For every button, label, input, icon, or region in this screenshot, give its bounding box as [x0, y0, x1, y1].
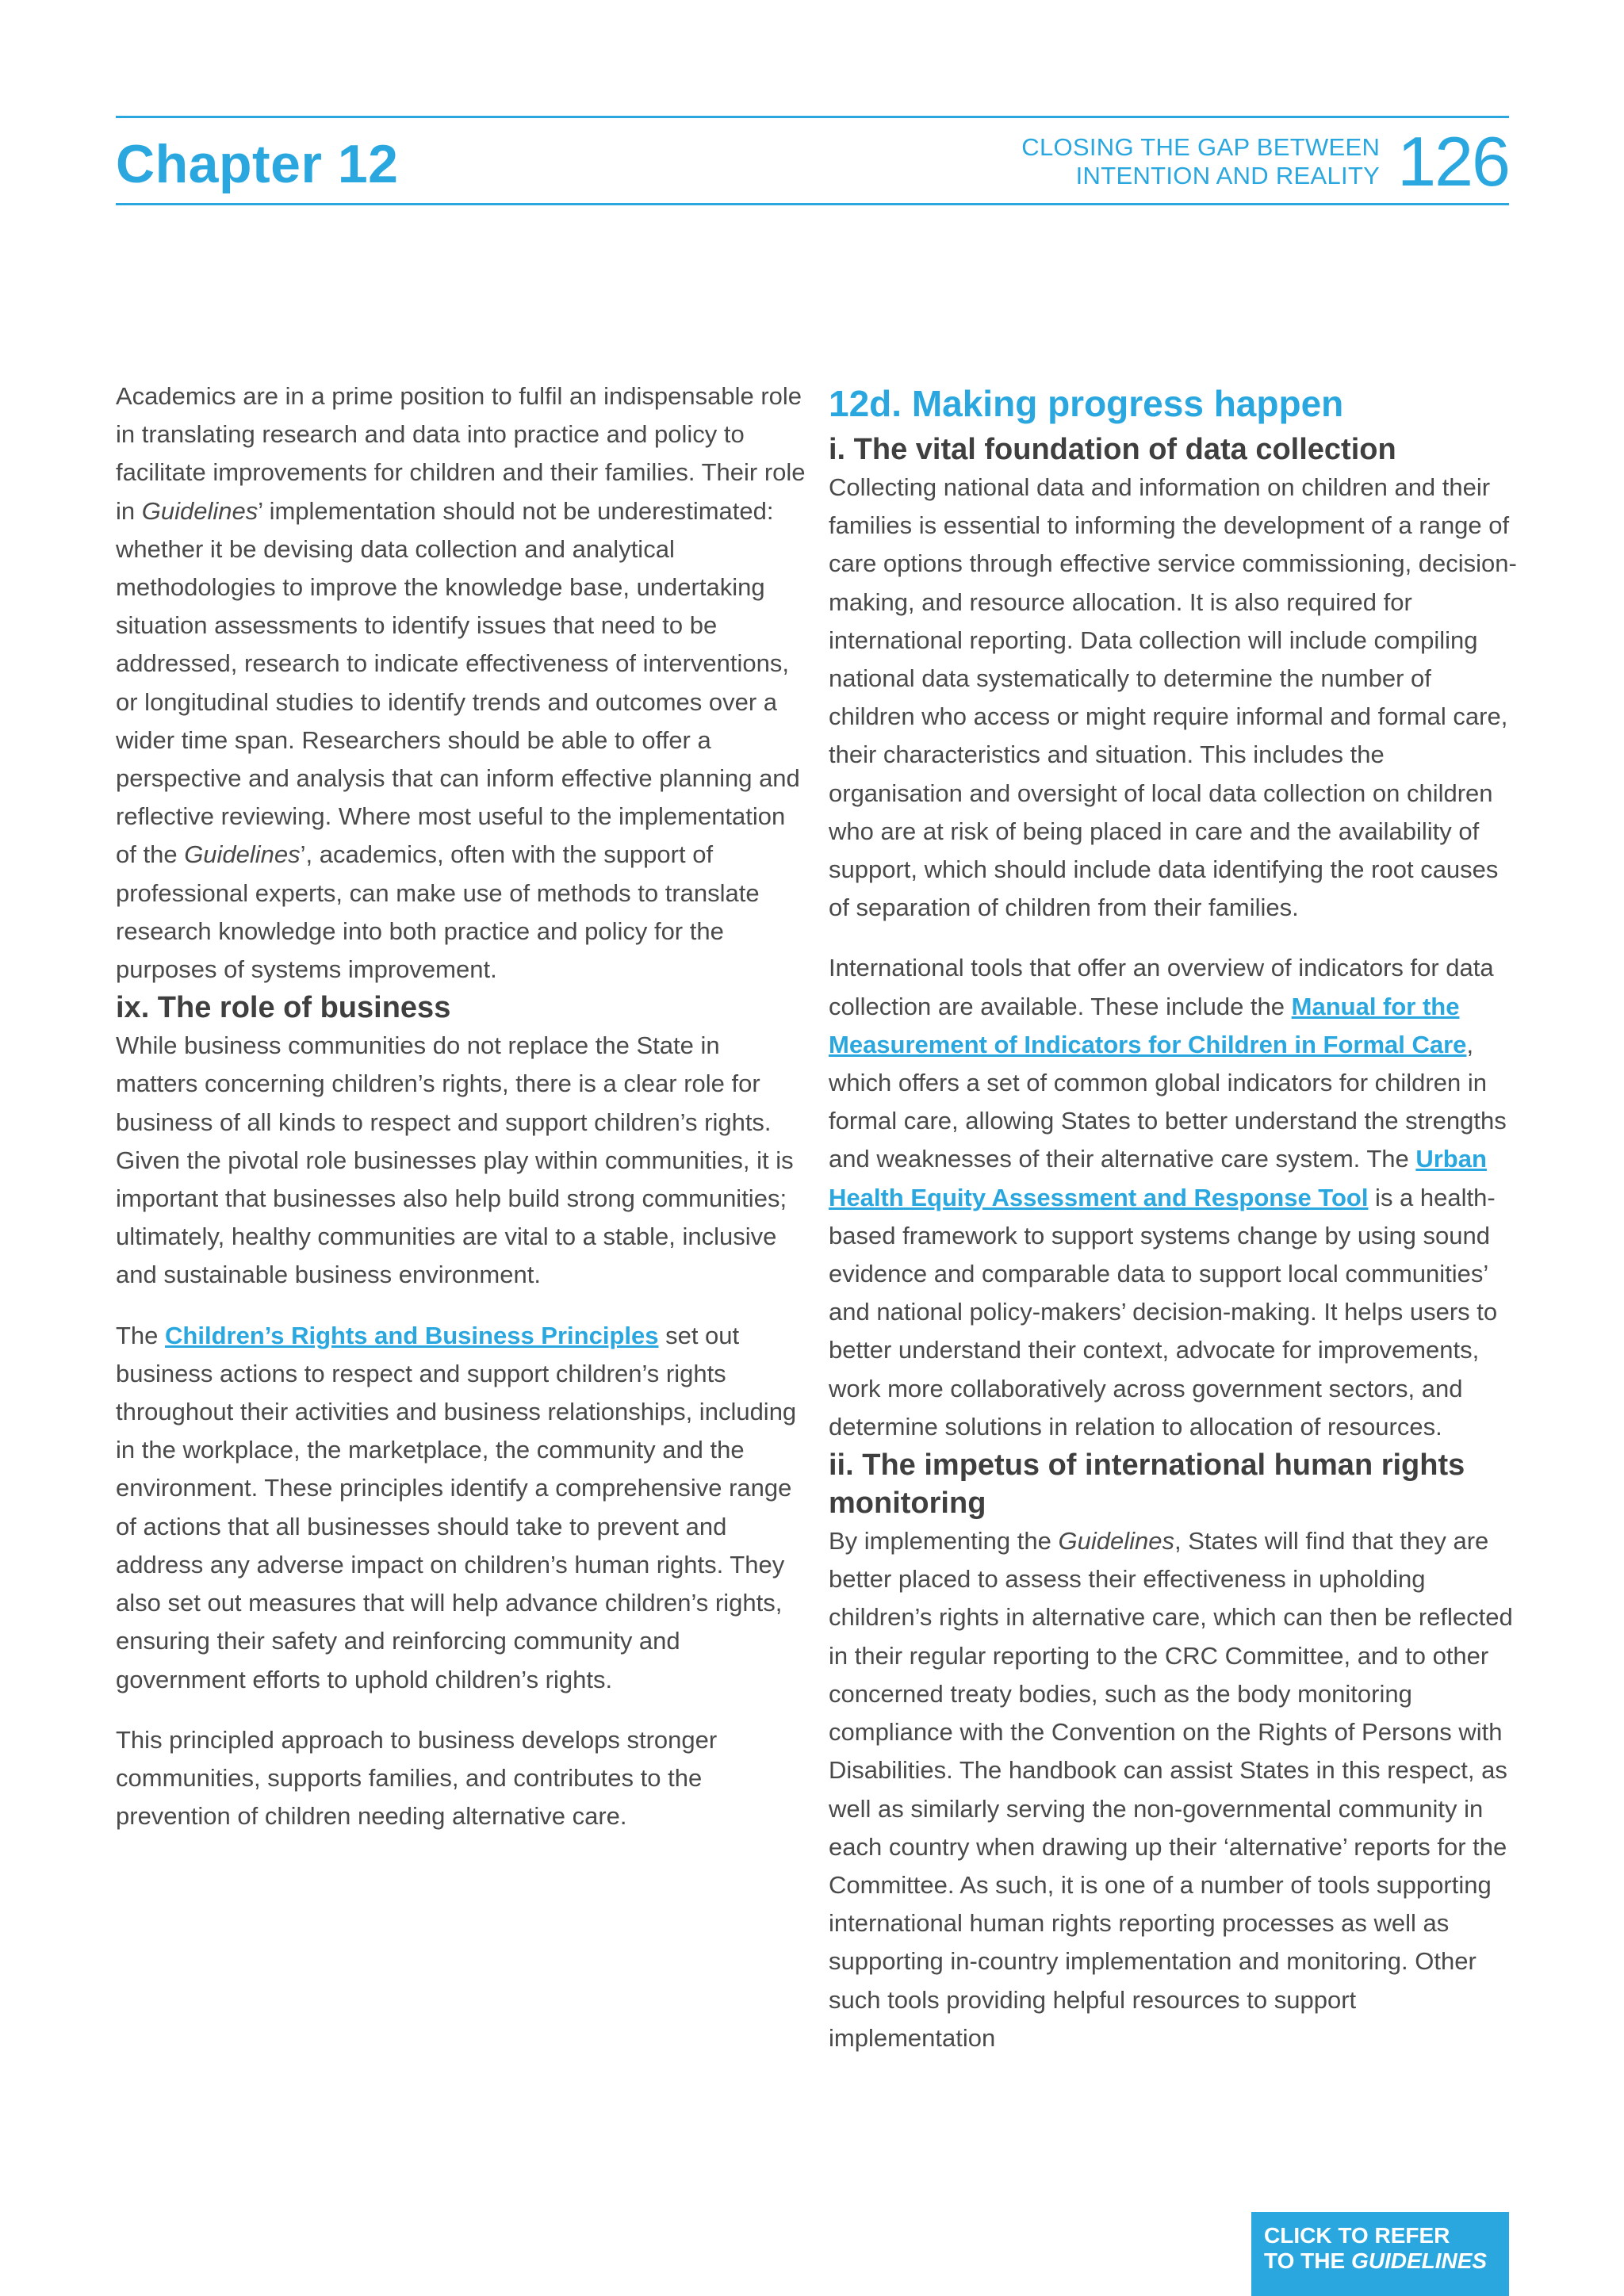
running-header [1021, 122, 1509, 201]
header-rule-top [116, 116, 1509, 118]
page-number: 126 [1397, 122, 1509, 201]
guidelines-emphasis: Guidelines [141, 496, 259, 525]
left-column [116, 377, 806, 1835]
chapter-title: Chapter 12 [116, 134, 399, 194]
monitoring-heading: ii. The impetus of international human rights monitoring [829, 1448, 1465, 1521]
guidelines-emphasis: Guidelines [184, 840, 301, 869]
cta-line-2: TO THE GUIDELINES [1264, 2248, 1488, 2273]
running-header-subtitle [1021, 133, 1380, 190]
urban-health-equity-tool-link[interactable]: Urban Health Equity Assessment and Response Tool [829, 1145, 1487, 1211]
monitoring-paragraph: By implementing the Guidelines, States will find that they are better placed to assess their effectiveness in upholding children’s rights in alternative care, which can then be reflected in their regular reporting to the CRC Committee, and to other concerned treaty bodies, such as the body monitoring compliance with the Convention on the Rights of Persons with Disabilities. The handbook can assist States in this respect, as well as similarly serving the non-governmental community in each country when drawing up their ‘alternative’ reports for the Committee. As such, it is one of a number of tools supporting international human rights reporting processes as well as supporting in-country implementation and monitoring. Other such tools providing helpful resources to support implementation [829, 1527, 1513, 2052]
section-title: 12d. Making progress happen [829, 383, 1344, 424]
data-collection-paragraph: Collecting national data and information on children and their families is essential to informing the development of a range of care options through effective service commissioning, decision-making, and resource allocation. It is also required for international reporting. Data collection will include compiling national data systematically to determine the number of children who access or might require informal and formal care, their characteristics and situation. This includes the organisation and oversight of local data collection on children who are at risk of being placed in care and the availability of support, which should include data identifying the root causes of separation of children from their families. [829, 473, 1517, 922]
data-collection-heading: i. The vital foundation of data collection [829, 433, 1396, 466]
right-column [829, 377, 1519, 2057]
guidelines-emphasis: Guidelines [1058, 1527, 1174, 1556]
principles-paragraph: The Children’s Rights and Business Principles set out business actions to respect and support children’s rights throughout their activities and business relationships, including in the workplace, the marketplace, the community and the environment. These principles identify a comprehensive range of actions that all businesses should take to prevent and address any adverse impact on children’s human rights. They also set out measures that will help advance children’s rights, ensuring their safety and reinforcing community and government efforts to uphold children’s rights. [116, 1321, 797, 1693]
academics-paragraph: Academics are in a prime position to fulfil an indispensable role in translating research and data into practice and policy to facilitate improvements for children and their families. Their role in Guidelines’ implementation should not be underestimated: whether it be devising data collection and analytical methodologies to improve the knowledge base, undertaking situation assessments to identify issues that need to be addressed, research to indicate effectiveness of interventions, or longitudinal studies to identify trends and outcomes over a wider time span. Researchers should be able to offer a perspective and analysis that can inform effective planning and reflective reviewing. Where most useful to the implementation of the Guidelines’, academics, often with the support of professional experts, can make use of methods to translate research knowledge into both practice and policy for the purposes of systems improvement. [116, 382, 806, 984]
business-heading: ix. The role of business [116, 991, 451, 1025]
manual-indicators-link[interactable]: Manual for the Measurement of Indicators for Children in Formal Care [829, 992, 1467, 1058]
childrens-rights-business-principles-link[interactable]: Children’s Rights and Business Principles [165, 1321, 659, 1349]
international-tools-paragraph: International tools that offer an overview of indicators for data collection are available. These include the Manual for the Measurement of Indicators for Children in Formal Care, which offers a set of common global indicators for children in formal care, allowing States to better understand the strengths and weaknesses of their alternative care system. The Urban Health Equity Assessment and Response Tool is a health-based framework to support systems change by using sound evidence and comparable data to support local communities’ and national policy-makers’ decision-making. It helps users to better understand their context, advocate for improvements, work more collaboratively across government sectors, and determine solutions in relation to allocation of resources. [829, 954, 1507, 1441]
cta-line-1: CLICK TO REFER [1264, 2223, 1450, 2248]
business-paragraph: While business communities do not replace the State in matters concerning children’s rights, there is a clear role for business of all kinds to respect and support children’s rights. Given the pivotal role businesses play within communities, it is important that businesses also help build strong communities; ultimately, healthy communities are vital to a stable, inclusive and sustainable business environment. [116, 1031, 794, 1289]
refer-to-guidelines-button[interactable] [1251, 2212, 1509, 2296]
principled-approach-paragraph: This principled approach to business develops stronger communities, supports families, and contributes to the prevention of children needing alternative care. [116, 1725, 718, 1831]
header-rule-bottom [116, 203, 1509, 205]
subtitle-line-1: CLOSING THE GAP BETWEEN [1021, 133, 1381, 161]
subtitle-line-2: INTENTION AND REALITY [1075, 162, 1381, 189]
